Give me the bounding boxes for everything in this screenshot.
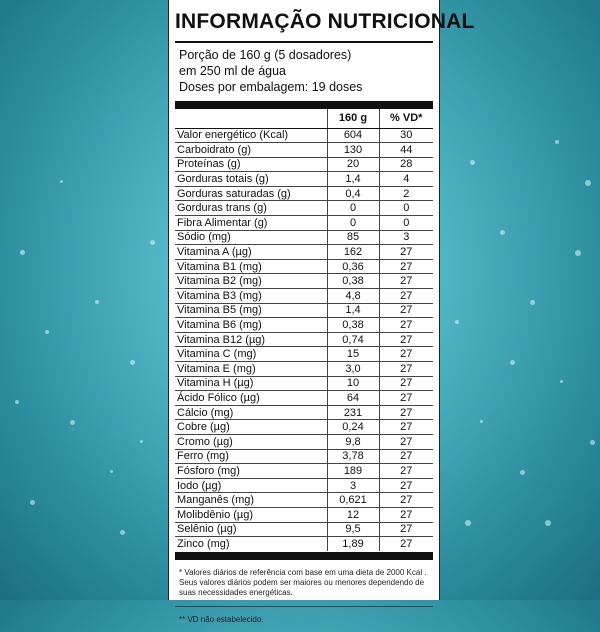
bubble (555, 140, 559, 144)
nutrient-name: Sódio (mg) (175, 230, 327, 245)
table-row (175, 128, 433, 143)
nutrient-amount: 3 (327, 478, 379, 493)
nutrient-dv: 27 (379, 420, 433, 435)
nutrient-name: Vitamina H (µg) (175, 376, 327, 391)
nutrient-name: Fósforo (mg) (175, 464, 327, 479)
table-row (175, 391, 433, 406)
bubble (70, 420, 75, 425)
nutrient-name: Vitamina B3 (mg) (175, 289, 327, 304)
nutrient-amount: 0,74 (327, 332, 379, 347)
nutrient-amount: 162 (327, 245, 379, 260)
nutrient-dv: 27 (379, 522, 433, 537)
bubble (590, 440, 595, 445)
nutrient-name: Zinco (mg) (177, 538, 230, 551)
nutrient-amount: 604 (327, 128, 379, 143)
nutrient-amount: 12 (327, 507, 379, 522)
table-row (175, 449, 433, 464)
serving-line: em 250 ml de água (179, 64, 287, 78)
nutrient-name: Carboidrato (g) (175, 143, 327, 158)
nutrient-dv: 27 (379, 347, 433, 362)
table-row (175, 289, 433, 304)
bubble (500, 230, 505, 235)
nutrient-amount: 64 (327, 391, 379, 406)
bubble (95, 300, 99, 304)
table-row (175, 216, 433, 231)
nutrient-amount: 9,5 (327, 522, 379, 537)
nutrient-dv: 30 (379, 128, 433, 143)
nutrient-dv: 28 (379, 157, 433, 172)
header-dv: % VD* (379, 109, 433, 128)
nutrient-dv: 27 (379, 391, 433, 406)
table-row (175, 259, 433, 274)
nutrient-dv: 27 (379, 274, 433, 289)
nutrient-name: Manganês (mg) (175, 493, 327, 508)
table-row (175, 420, 433, 435)
header-nutrient (175, 109, 327, 128)
bubble (140, 440, 143, 443)
table-row (175, 464, 433, 479)
nutrient-dv: 27 (379, 289, 433, 304)
table-row (175, 537, 433, 552)
nutrient-name: Cromo (µg) (175, 434, 327, 449)
bubble (470, 160, 475, 165)
nutrient-amount: 130 (327, 143, 379, 158)
table-row (175, 318, 433, 333)
bubble (60, 180, 63, 183)
bubble (130, 360, 135, 365)
nutrient-dv: 27 (379, 362, 433, 377)
nutrient-dv: 27 (379, 318, 433, 333)
nutrient-name: Fibra Alimentar (g) (175, 216, 327, 231)
table-row (175, 230, 433, 245)
servings-per-package: Doses por embalagem: 19 doses (179, 80, 363, 94)
table-row (175, 157, 433, 172)
nutrition-label (168, 0, 475, 625)
nutrient-name: Vitamina B1 (mg) (175, 259, 327, 274)
table-row (175, 245, 433, 260)
bubble (20, 250, 25, 255)
nutrient-name: Selênio (µg) (175, 522, 327, 537)
nutrient-dv: 27 (379, 245, 433, 260)
nutrient-name: Ferro (mg) (175, 449, 327, 464)
table-row (175, 347, 433, 362)
nutrient-name: Vitamina B2 (mg) (175, 274, 327, 289)
table-row (175, 201, 433, 216)
table-header-row (175, 109, 433, 128)
nutrient-name: Ácido Fólico (µg) (175, 391, 327, 406)
nutrient-amount: 189 (327, 464, 379, 479)
table-row (175, 303, 433, 318)
nutrient-amount: 9,8 (327, 434, 379, 449)
nutrient-dv: 2 (379, 186, 433, 201)
nutrient-amount: 10 (327, 376, 379, 391)
table-row (175, 434, 433, 449)
table-row (175, 522, 433, 537)
table-row (175, 376, 433, 391)
footnote-vd: ** VD não estabelecido. (179, 615, 264, 625)
bubble (15, 400, 19, 404)
header-amount: 160 g (327, 109, 379, 128)
table-row (175, 143, 433, 158)
nutrient-amount: 15 (327, 347, 379, 362)
nutrient-dv: 0 (379, 201, 433, 216)
bubble (150, 240, 155, 245)
nutrient-amount: 3,78 (327, 449, 379, 464)
table-row (175, 274, 433, 289)
nutrient-amount: 85 (327, 230, 379, 245)
nutrient-name: Vitamina C (mg) (175, 347, 327, 362)
nutrient-dv: 27 (379, 259, 433, 274)
thick-divider (175, 552, 433, 560)
nutrient-amount: 0 (327, 201, 379, 216)
nutrient-dv: 0 (379, 216, 433, 231)
nutrient-name: Vitamina B6 (mg) (175, 318, 327, 333)
serving-info (175, 43, 433, 101)
nutrient-name: Molibdênio (µg) (175, 507, 327, 522)
nutrient-dv: 27 (379, 478, 433, 493)
nutrient-name: Proteínas (g) (175, 157, 327, 172)
nutrient-name: Gorduras saturadas (g) (175, 186, 327, 201)
table-row (175, 478, 433, 493)
nutrient-dv: 27 (379, 493, 433, 508)
nutrient-amount: 1,4 (327, 303, 379, 318)
nutrient-name: Vitamina B12 (µg) (175, 332, 327, 347)
bubble (585, 180, 591, 186)
nutrient-dv: 27 (379, 537, 433, 552)
nutrient-dv: 27 (379, 449, 433, 464)
table-row (175, 493, 433, 508)
nutrient-dv: 27 (379, 507, 433, 522)
bubble (455, 320, 459, 324)
nutrient-name: Cobre (µg) (175, 420, 327, 435)
table-row (175, 172, 433, 187)
bubble (480, 420, 483, 423)
nutrient-name: Valor energético (Kcal) (175, 128, 327, 143)
bubble (575, 250, 581, 256)
nutrient-name: Cálcio (mg) (175, 405, 327, 420)
nutrient-dv: 27 (379, 405, 433, 420)
nutrient-amount: 3,0 (327, 362, 379, 377)
nutrient-amount: 0 (327, 216, 379, 231)
bubble (110, 470, 113, 473)
thick-divider (175, 101, 433, 109)
table-row (175, 405, 433, 420)
serving-line: Porção de 160 g (5 dosadores) (179, 48, 352, 62)
nutrient-dv: 27 (379, 376, 433, 391)
bubble (510, 360, 515, 365)
table-row (175, 186, 433, 201)
bubble (530, 300, 535, 305)
nutrient-amount: 0,38 (327, 318, 379, 333)
nutrient-name: Gorduras totais (g) (175, 172, 327, 187)
table-row (175, 507, 433, 522)
table-row (175, 362, 433, 377)
nutrient-dv: 3 (379, 230, 433, 245)
nutrient-amount: 0,36 (327, 259, 379, 274)
nutrient-amount: 1,4 (327, 172, 379, 187)
label-title: INFORMAÇÃO NUTRICIONAL (175, 0, 433, 43)
nutrient-amount: 0,621 (327, 493, 379, 508)
nutrient-dv: 27 (379, 434, 433, 449)
bubble (120, 530, 125, 535)
nutrient-name: Vitamina B5 (mg) (175, 303, 327, 318)
nutrient-amount: 0,4 (327, 186, 379, 201)
nutrient-name: Gorduras trans (g) (175, 201, 327, 216)
nutrient-amount: 0,24 (327, 420, 379, 435)
nutrient-name: Vitamina A (µg) (175, 245, 327, 260)
nutrition-table (175, 109, 433, 551)
nutrient-amount: 231 (327, 405, 379, 420)
nutrient-amount: 1,89 (327, 537, 379, 552)
nutrient-amount: 4,8 (327, 289, 379, 304)
nutrient-dv: 27 (379, 464, 433, 479)
table-row (175, 332, 433, 347)
nutrient-dv: 27 (379, 332, 433, 347)
bubble (545, 520, 551, 526)
footnote-daily-values: * Valores diários de referência com base em uma dieta de 2000 Kcal . Seus valores diários podem ser maiores ou menores dependendo de suas necessidades energéticas. (175, 560, 433, 607)
nutrient-name: Iodo (µg) (175, 478, 327, 493)
bubble (30, 500, 35, 505)
nutrient-amount: 20 (327, 157, 379, 172)
bubble (560, 380, 563, 383)
bubble (520, 470, 525, 475)
nutrient-dv: 4 (379, 172, 433, 187)
nutrient-dv: 27 (379, 303, 433, 318)
nutrient-name: Vitamina E (mg) (175, 362, 327, 377)
bubble (45, 330, 49, 334)
bubble (465, 520, 471, 526)
nutrient-dv: 44 (379, 143, 433, 158)
nutrient-amount: 0,38 (327, 274, 379, 289)
